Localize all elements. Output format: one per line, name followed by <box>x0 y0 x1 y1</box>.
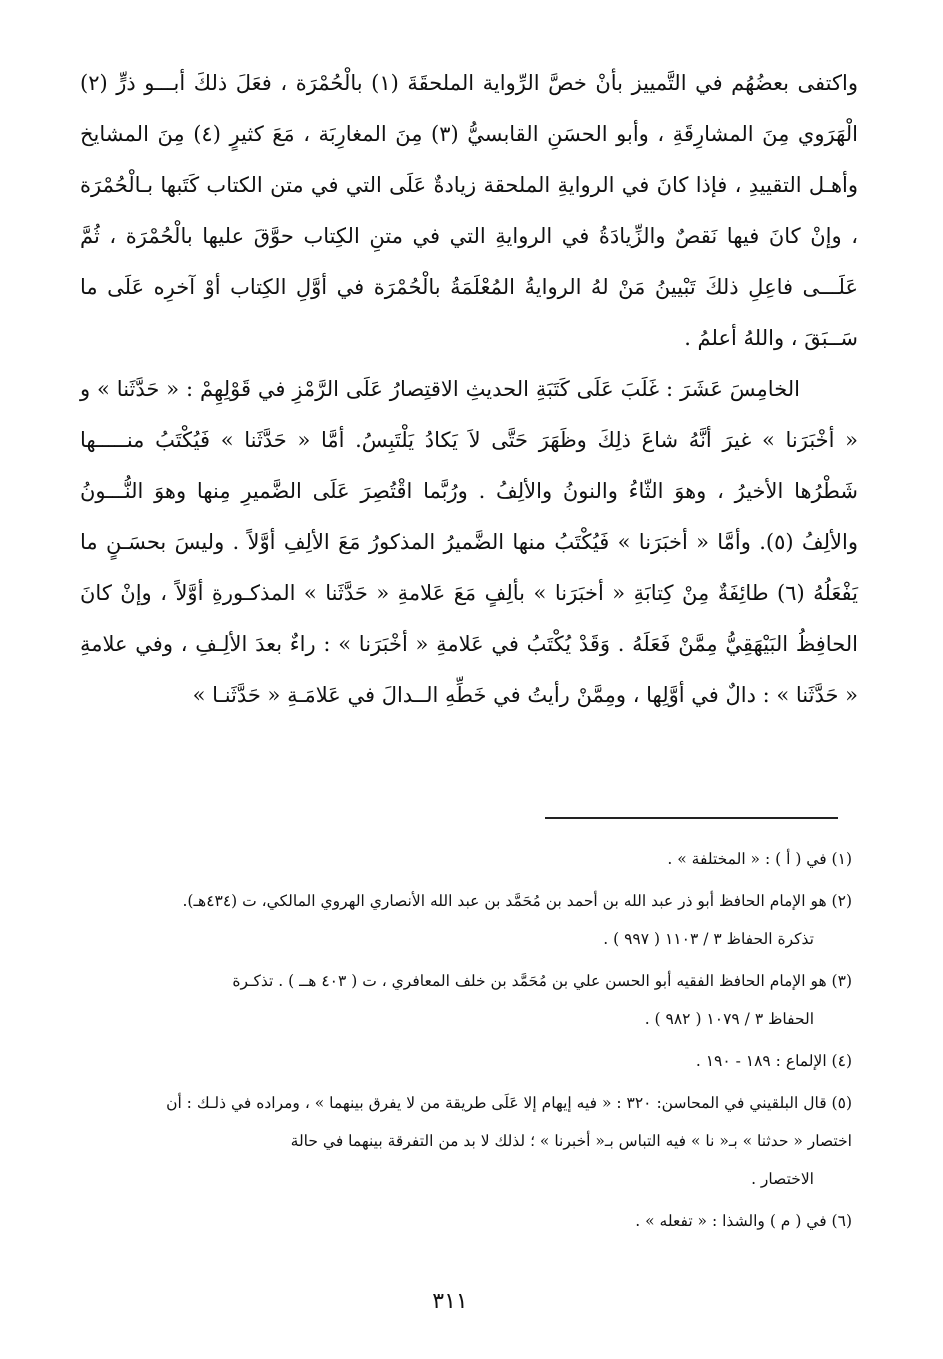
footnote-6: (٦) في ( م ) والشذا : « تفعله » . <box>635 1212 852 1230</box>
footnote-1: (١) في ( أ ) : « المختلفة » . <box>667 850 852 868</box>
paragraph-1: واكتفى بعضُهُم في التَّمييز بأنْ خصَّ الرِّواية الملحقَةَ (١) بالْحُمْرَة ، فعَلَ ذلكَ أبـــو ذرٍّ (٢) الْهَرَوي مِنَ المشارِقَةِ ، وأبو الحسَنِ القابسيُّ (٣) مِنَ المغارِبَة ، مَعَ كثيرٍ (٤) مِنَ المشايخ وأهـل التقييدِ ، فإذا كانَ في الروايةِ الملحقة زيادةٌ عَلَى التي في متن الكتاب كَتَبها بـالْحُمْرَة ، وإنْ كانَ فيها نَقصٌ والزِّيادَةُ في الروايةِ التي في متنِ الكِتاب حوَّقَ عليها بالْحُمْرَة ، ثُمَّ عَلَـــى فاعِلِ ذلكَ تَبْيينُ مَنْ لهُ الروايةُ المُعْلَمَةُ بالْحُمْرَة في أوَّلِ الكِتاب أوْ آخرِه عَلَى ما سَــبَقَ ، واللهُ أعلمُ . <box>80 71 859 350</box>
paragraph-2: الخامِسَ عَشَرَ : غَلَبَ عَلَى كَتَبَةِ الحديثِ الاقتِصارُ عَلَى الرَّمْزِ في قَوْلِهِمْ : « حَدَّثَنا » و « أخْبَرَنا » غيرَ أنَّهُ شاعَ ذلِكَ وظَهَرَ حَتَّى لاَ يَكادُ يَلْتَبِسُ. أمَّا « حَدَّثَنا » فَيُكْتَبُ منـــــها شَطْرُها الأخيرُ ، وهوَ الثّاءُ والنونُ والألِفُ . ورُبَّما اقْتُصِرَ عَلَى الضَّميرِ مِنها وهوَ النُّـــونُ والألِفُ (٥). وأمَّا « أخبَرَنا » فَيُكْتَبُ منها الضَّميرُ المذكورُ مَعَ الألِفِ أوَّلاً . وليسَ بحسَـنٍ ما يَفْعَلُهُ (٦) طائِفَةٌ مِنْ كِتابَةِ « أخبَرَنا » بألِفٍ مَعَ عَلامةِ « حَدَّثَنا » المذكـورةِ أوَّلاً ، وإنْ كانَ الحافِظُ البَيْهَقِيُّ مِمَّنْ فَعَلَهُ . وَقَدْ يُكْتَبُ في عَلامةِ « أخْبَرَنا » : راءٌ بعدَ الألِـفِ ، وفي علامةِ « حَدَّثَنا » : دالٌ في أوَّلِها ، ومِمَّنْ رأيتُ في خَطِّهِ الــدالَ في عَلامَـةِ « حَدَّثَنـا » <box>80 377 858 707</box>
footnote-5-line-1: (٥) قال البلقيني في المحاسن: ٣٢٠ : « فيه إيهام إلا عَلَى طريقة من لا يفرق بينهما » ، ومراده في ذلـك : أن <box>166 1094 852 1112</box>
footnote-2-line-1: (٢) هو الإمام الحافظ أبو ذر عبد الله بن أحمد بن مُحَمَّد بن عبد الله الأنصاري الهروي المالكي، ت (٤٣٤هـ). <box>182 892 852 910</box>
footnote-separator <box>545 817 838 819</box>
footnote-5 <box>80 1084 852 1198</box>
footnote-4: (٤) الإلماع : ١٨٩ - ١٩٠ . <box>695 1052 852 1070</box>
footnote-3 <box>80 962 852 1038</box>
footnote-5-line-2: اختصار « حدثنا » بـ« نا » فيه التباس بـ« أخبرنا » ؛ لذلك لا بد من التفرقة بينهما في حالة <box>290 1132 852 1150</box>
footnote-2-line-2: تذكرة الحفاظ ٣ / ١١٠٣ ( ٩٩٧ ) . <box>603 930 814 948</box>
footnote-3-line-2: الحفاظ ٣ / ١٠٧٩ ( ٩٨٢ ) . <box>644 1010 814 1028</box>
footnote-2 <box>80 882 852 958</box>
footnote-3-line-1: (٣) هو الإمام الحافظ الفقيه أبو الحسن علي بن مُحَمَّد بن خلف المعافري ، ت ( ٤٠٣ هــ ) . تذكـرة <box>232 972 852 990</box>
footnotes <box>80 840 852 1240</box>
footnote-5-line-3: الاختصار . <box>751 1170 814 1188</box>
main-text <box>80 58 858 721</box>
page-number: ٣١١ <box>432 1289 468 1314</box>
